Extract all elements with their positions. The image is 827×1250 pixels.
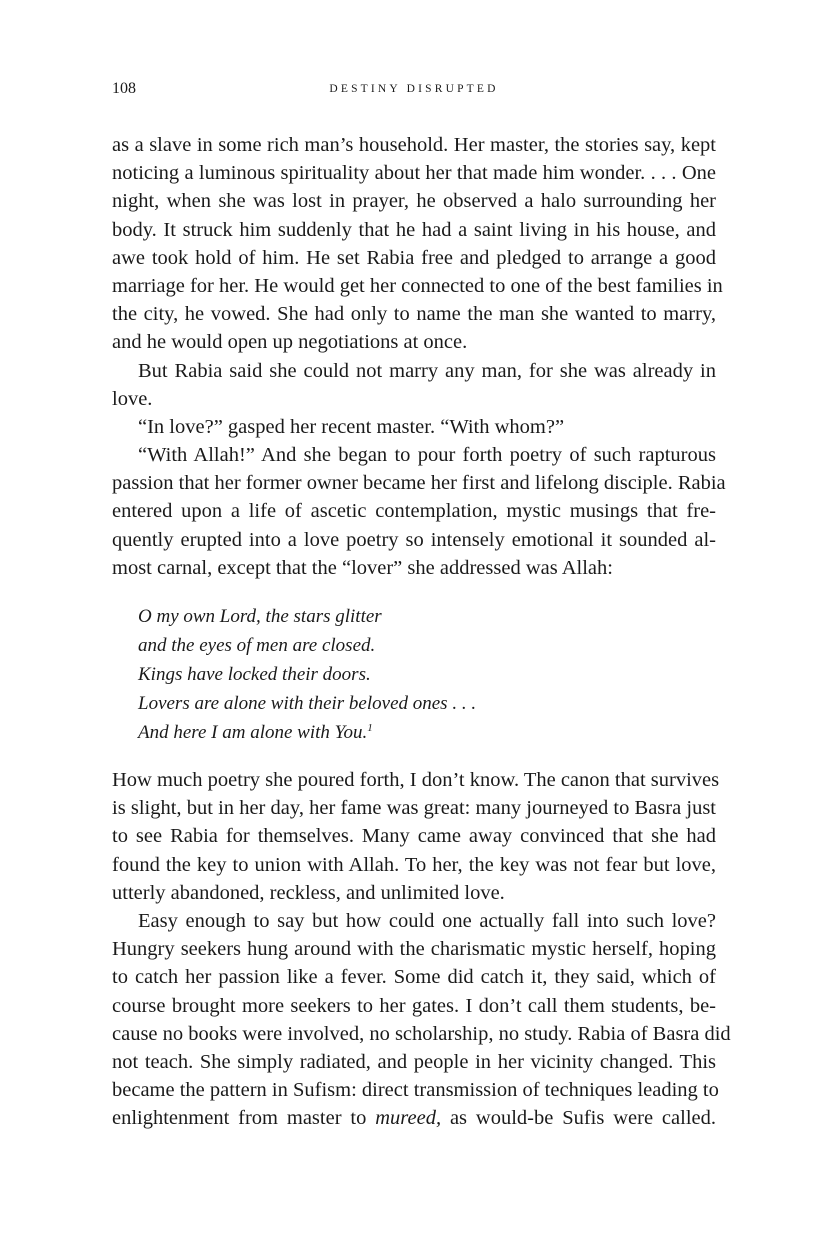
text-line: marriage for her. He would get her connected to one of the best families in	[112, 274, 723, 297]
text-line: Easy enough to say but how could one actually fall into such love?	[138, 909, 716, 932]
text-line: love.	[112, 387, 153, 410]
text-line: quently erupted into a love poetry so intensely emotional it sounded al-	[112, 528, 716, 551]
text-line: found the key to union with Allah. To her, the key was not fear but love,	[112, 853, 716, 876]
verse-line: Kings have locked their doors.	[138, 664, 371, 685]
text-line: cause no books were involved, no scholarship, no study. Rabia of Basra did	[112, 1022, 731, 1045]
text-line: utterly abandoned, reckless, and unlimited love.	[112, 881, 505, 904]
body-text	[112, 131, 731, 1132]
footnote-marker[interactable]: 1	[367, 722, 373, 734]
final-line-after: as would-be Sufis were called.	[441, 1107, 716, 1130]
text-line-final	[112, 1104, 716, 1132]
final-line-before: enlightenment from master to	[112, 1107, 376, 1130]
text-line: course brought more seekers to her gates. I don’t call them students, be-	[112, 994, 716, 1017]
text-line: But Rabia said she could not marry any man, for she was already in	[138, 359, 716, 382]
page-number: 108	[112, 80, 136, 97]
term-mureed: mureed,	[375, 1107, 442, 1130]
verse-line-last	[112, 718, 716, 747]
text-line: most carnal, except that the “lover” she addressed was Allah:	[112, 556, 613, 579]
text-line: “In love?” gasped her recent master. “With whom?”	[138, 415, 565, 438]
text-line: entered upon a life of ascetic contemplation, mystic musings that fre-	[112, 500, 716, 523]
verse-line: O my own Lord, the stars glitter	[138, 606, 382, 627]
text-line: noticing a luminous spirituality about her that made him wonder. . . . One	[112, 162, 716, 185]
text-line: and he would open up negotiations at once.	[112, 331, 468, 354]
text-line: Hungry seekers hung around with the charismatic mystic herself, hoping	[112, 938, 716, 961]
text-line: awe took hold of him. He set Rabia free and pledged to arrange a good	[112, 246, 716, 269]
text-line: passion that her former owner became her first and lifelong disciple. Rabia	[112, 472, 726, 495]
verse-line: and the eyes of men are closed.	[138, 635, 376, 656]
text-line: became the pattern in Sufism: direct transmission of techniques leading to	[112, 1079, 719, 1102]
text-line: “With Allah!” And she began to pour forth poetry of such rapturous	[138, 444, 716, 467]
text-line: to catch her passion like a fever. Some did catch it, they said, which of	[112, 966, 716, 989]
verse-line-text: And here I am alone with You.	[138, 722, 368, 743]
page-header	[112, 78, 716, 100]
text-line: How much poetry she poured forth, I don’t know. The canon that survives	[112, 769, 720, 791]
text-line: not teach. She simply radiated, and people in her vicinity changed. This	[112, 1050, 716, 1073]
text-line: is slight, but in her day, her fame was great: many journeyed to Basra just	[112, 797, 716, 820]
verse-line: Lovers are alone with their beloved ones . . .	[138, 693, 477, 714]
poem-stanza	[112, 602, 716, 747]
text-line: as a slave in some rich man’s household. Her master, the stories say, kept	[112, 134, 716, 156]
running-head: DESTINY DISRUPTED	[329, 83, 499, 95]
text-line: body. It struck him suddenly that he had a saint living in his house, and	[112, 218, 716, 241]
text-line: the city, he vowed. She had only to name the man she wanted to marry,	[112, 303, 716, 326]
text-line: to see Rabia for themselves. Many came away convinced that she had	[112, 825, 716, 848]
text-line: night, when she was lost in prayer, he observed a halo surrounding her	[112, 190, 716, 213]
